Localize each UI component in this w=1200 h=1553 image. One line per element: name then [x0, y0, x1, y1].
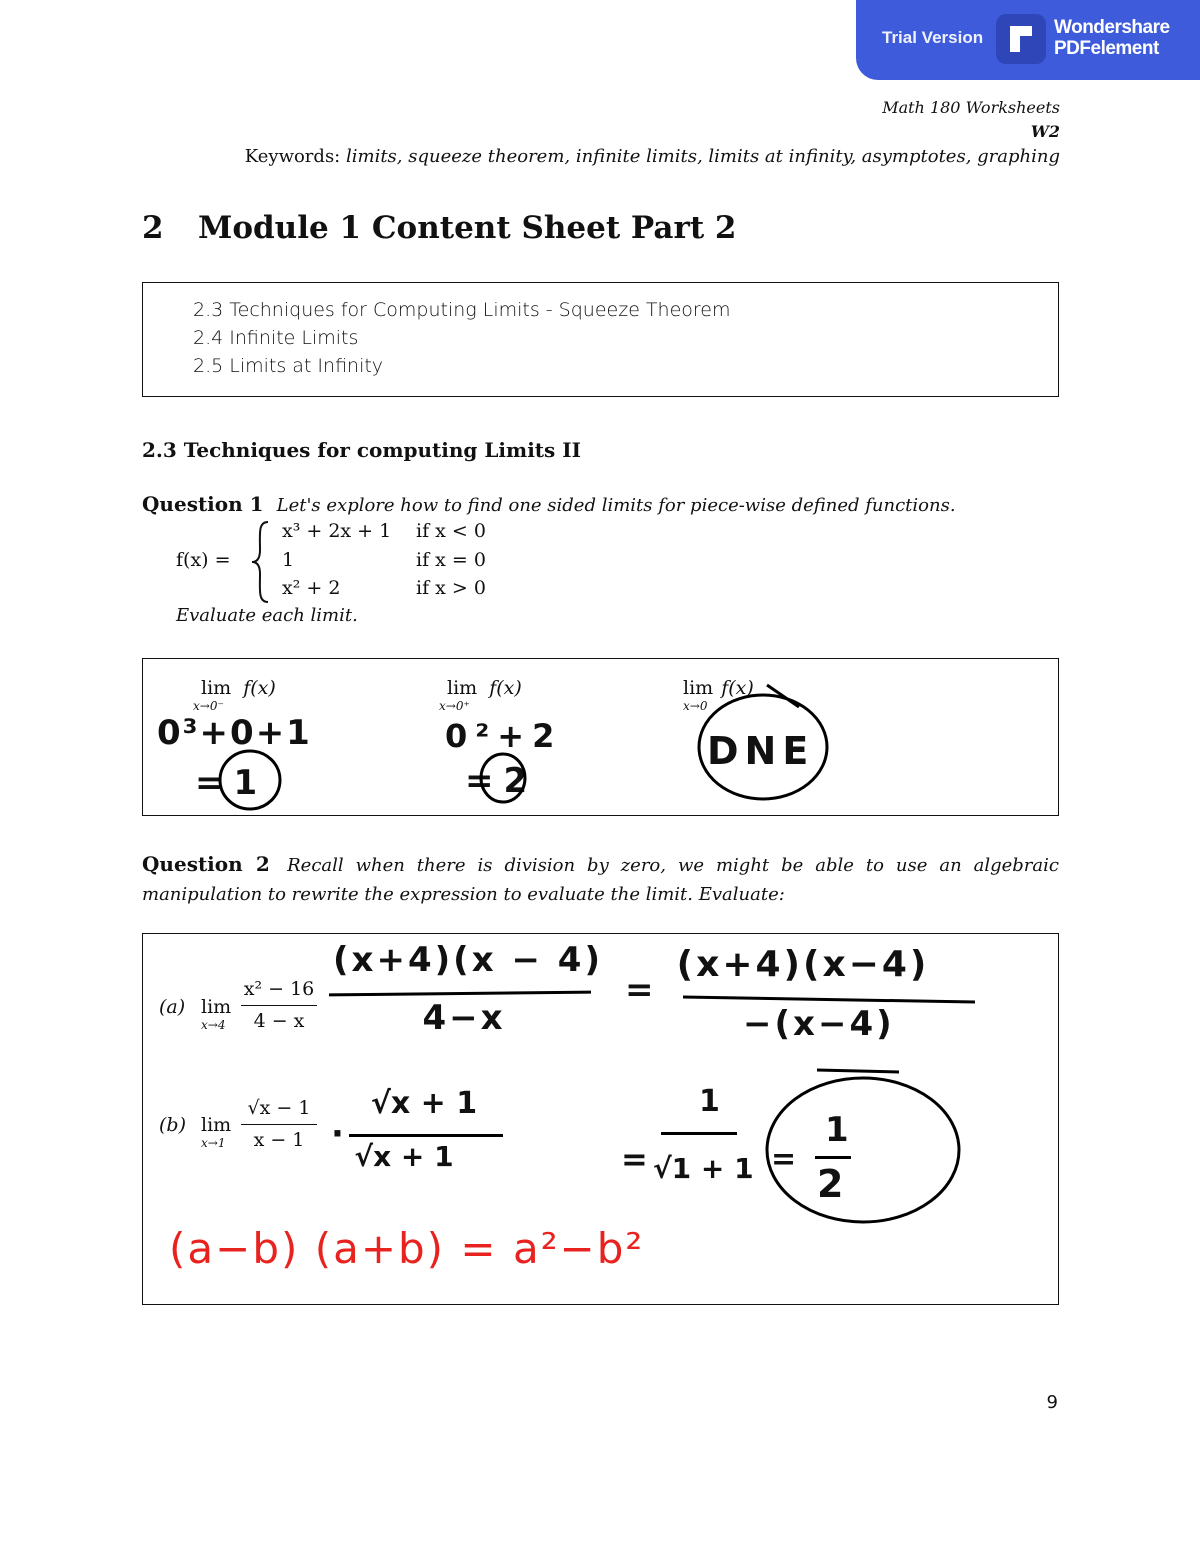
handwritten-fraction-bar: [661, 1132, 737, 1135]
limit-right: [447, 677, 522, 699]
fraction-bar: [241, 1005, 317, 1006]
handwritten-denominator: √1 + 1: [653, 1152, 754, 1185]
limit-left: [201, 677, 276, 699]
case-cond: if x < 0: [416, 520, 486, 542]
limit-function: f(x): [721, 677, 754, 699]
handwritten-identity: (a−b) (a+b) = a²−b²: [169, 1224, 645, 1273]
lim-word: lim: [201, 996, 232, 1018]
limit-function: f(x): [489, 677, 522, 699]
handwritten-answer: =1: [195, 763, 268, 803]
part-b-label: (b): [159, 1114, 186, 1136]
handwritten-answer: =2: [465, 761, 538, 801]
handwritten-denominator: 4−x: [422, 998, 506, 1038]
fraction-numerator: x² − 16: [243, 978, 315, 1000]
course-header: Math 180 Worksheets: [882, 98, 1060, 117]
case-expr: 1: [282, 549, 295, 571]
handwritten-equals: =: [625, 970, 654, 1010]
q1-answer-box: [142, 658, 1059, 816]
evaluate-instruction: Evaluate each limit.: [176, 605, 358, 626]
brace-icon: [250, 520, 274, 604]
limit-subscript: x→0⁻: [193, 699, 224, 713]
topic-item: 2.5 Limits at Infinity: [193, 355, 384, 377]
subsection-title: 2.3 Techniques for computing Limits II: [142, 438, 581, 462]
case-expr: x² + 2: [282, 577, 341, 599]
section-title-text: Module 1 Content Sheet Part 2: [198, 210, 737, 246]
case-cond: if x > 0: [416, 577, 486, 599]
handwritten-numerator: (x+4)(x−4): [676, 944, 930, 985]
lim-word: lim: [201, 677, 232, 699]
fraction-denominator: x − 1: [253, 1129, 305, 1151]
keywords-line: [245, 146, 1060, 167]
handwritten-numerator: √x + 1: [370, 1086, 478, 1121]
answer-circle-icon: [215, 747, 285, 813]
answer-circle-icon: [759, 1062, 969, 1228]
keywords-list: limits, squeeze theorem, infinite limits, limits at infinity, asymptotes, graphing: [345, 146, 1060, 167]
handwritten-work: 0²+2: [445, 717, 563, 755]
handwritten-numerator: 1: [699, 1084, 720, 1119]
limit-subscript: x→0: [683, 699, 708, 713]
handwritten-work: 0³+0+1: [157, 713, 312, 753]
handwritten-equals: =: [621, 1140, 648, 1178]
brand-line-2: PDFelement: [1054, 38, 1159, 59]
pdfelement-logo-icon: [996, 14, 1046, 64]
lim-word: lim: [201, 1114, 232, 1136]
topic-item: 2.4 Infinite Limits: [193, 327, 359, 349]
lim-word: lim: [447, 677, 478, 699]
handwritten-multiply-dot: ·: [331, 1114, 344, 1154]
q2-answer-box: [142, 933, 1059, 1305]
limit-function: f(x): [243, 677, 276, 699]
topic-item: 2.3 Techniques for Computing Limits - Squeeze Theorem: [193, 299, 731, 321]
page-number: 9: [1046, 1392, 1058, 1413]
handwritten-denominator: √x + 1: [354, 1140, 454, 1173]
handwritten-equals: =: [771, 1142, 797, 1177]
fraction-numerator: √x − 1: [247, 1097, 311, 1119]
handwritten-answer-numerator: 1: [825, 1110, 849, 1150]
answer-circle-icon: [695, 677, 835, 801]
case-cond: if x = 0: [416, 549, 486, 571]
case-expr: x³ + 2x + 1: [282, 520, 392, 542]
handwritten-fraction-bar: [683, 995, 975, 1003]
limit-subscript: x→4: [201, 1018, 226, 1032]
part-a-label: (a): [159, 996, 186, 1018]
brand-line-1: Wondershare: [1054, 17, 1170, 38]
topics-box: [142, 282, 1059, 397]
answer-circle-icon: [477, 751, 529, 807]
question-2-label: Question 2: [142, 852, 270, 876]
question-2-prompt: [142, 850, 1059, 909]
question-1-prompt: [142, 492, 956, 516]
question-1-label: Question 1: [142, 492, 264, 516]
handwritten-numerator: (x+4)(x − 4): [333, 940, 603, 980]
question-1-text: Let's explore how to find one sided limits for piece-wise defined functions.: [276, 495, 956, 516]
trial-version-label: Trial Version: [882, 28, 984, 47]
lim-word: lim: [683, 677, 714, 699]
keywords-label: Keywords:: [244, 146, 341, 167]
section-title: [142, 210, 737, 246]
function-lhs: f(x) =: [176, 549, 231, 571]
worksheet-code: W2: [1030, 122, 1060, 141]
handwritten-fraction-bar: [349, 1134, 503, 1137]
limit-subscript: x→1: [201, 1136, 226, 1150]
brand-name: [1054, 17, 1170, 59]
handwritten-answer-dne: DNE: [707, 729, 815, 773]
handwritten-answer-denominator: 2: [817, 1162, 844, 1206]
fraction-denominator: 4 − x: [253, 1010, 305, 1032]
question-2-text: Recall when there is division by zero, we might be able to use an algebraic manipulation to rewrite the expression to evaluate the limit. Evaluate:: [142, 855, 1059, 905]
handwritten-denominator: −(x−4): [743, 1004, 895, 1044]
fraction-bar: [241, 1124, 317, 1125]
handwritten-fraction-bar: [329, 991, 591, 997]
section-number: 2: [142, 210, 164, 246]
watermark-badge: [856, 0, 1200, 80]
limit-subscript: x→0⁺: [439, 699, 470, 713]
